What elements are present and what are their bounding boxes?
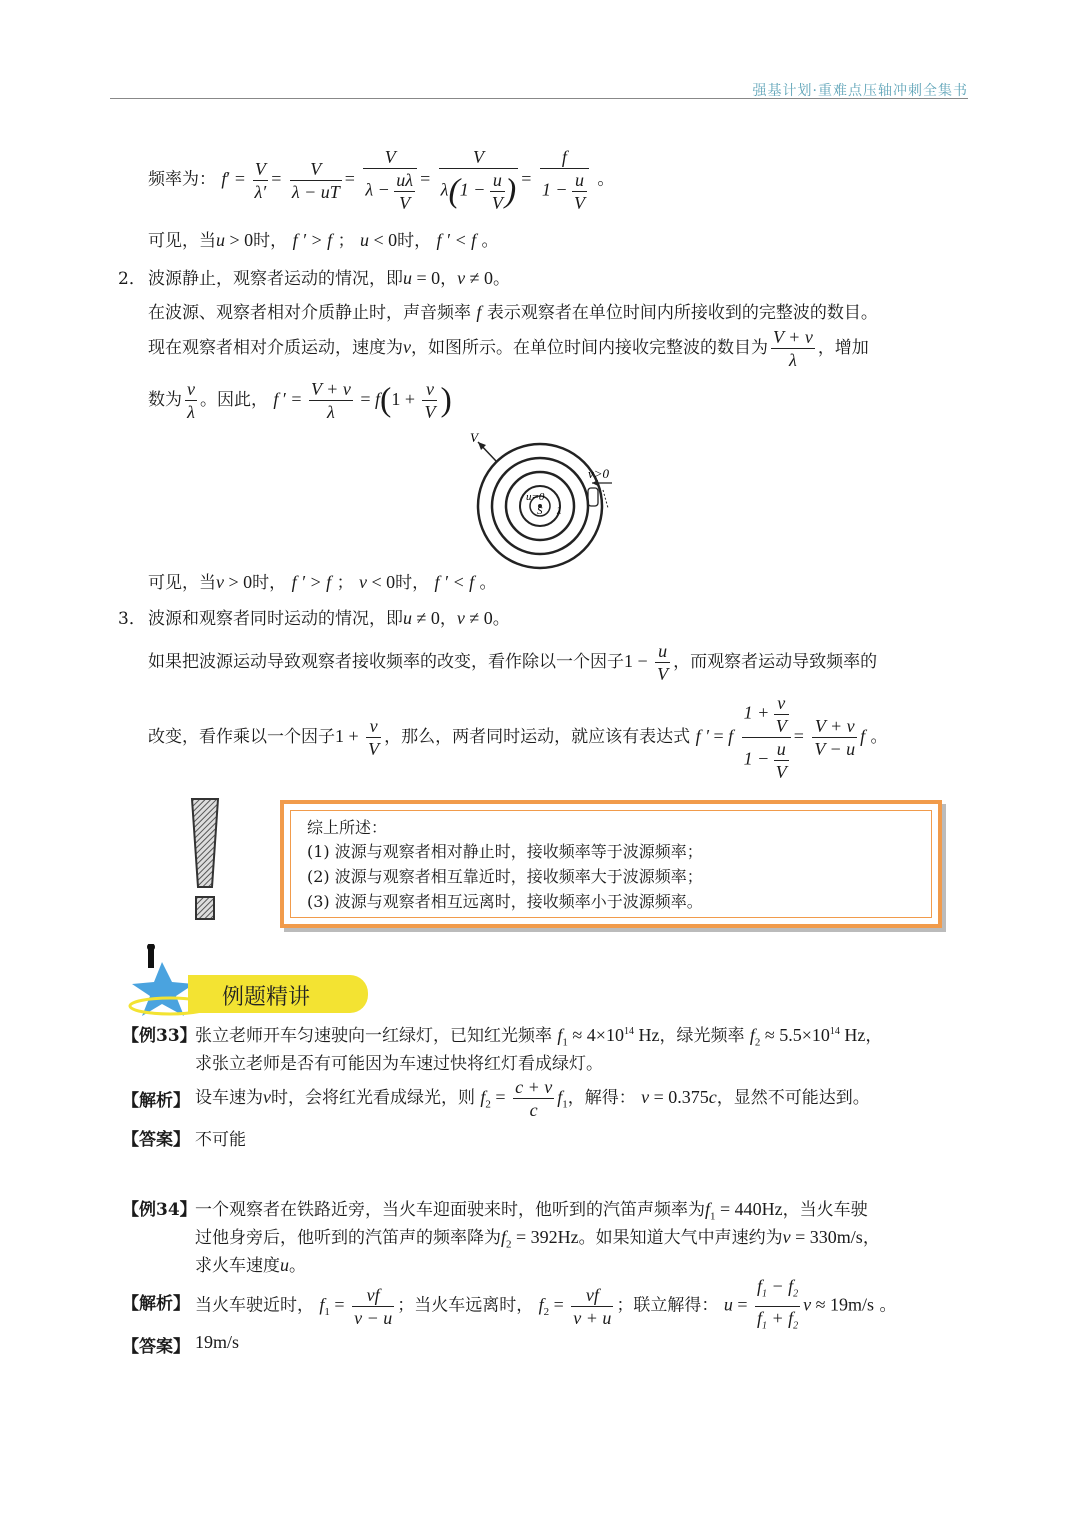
svg-text:u=0: u=0 xyxy=(526,491,545,503)
exclamation-icon xyxy=(190,797,220,923)
summary-item-3: (3) 波源与观察者相互远离时，接收频率小于波源频率。 xyxy=(307,892,703,911)
wavefront-diagram xyxy=(460,428,630,578)
section2-title-text: 波源静止，观察者运动的情况，即 xyxy=(148,269,403,289)
section2-line2-text: 现在观察者相对介质运动，速度为 xyxy=(148,338,403,358)
section3-line1: 如果把波源运动导致观察者接收频率的改变，看作除以一个因子1 − $\frac{u}{V}$ ，而观察者运动导致频率的 xyxy=(148,641,878,684)
ex33-q1: 张立老师开车匀速驶向一红绿灯，已知红光频率 xyxy=(195,1026,552,1046)
ex34-analysis-b: ；当火车远离时， xyxy=(397,1295,534,1316)
example-banner-label: 例题精讲 xyxy=(222,985,311,1010)
ex33-analysis-a: 设车速为 xyxy=(195,1088,263,1108)
example34-question-line3: 求火车速度u。 xyxy=(195,1255,306,1276)
section2-line2b-text: ，如图所示。在单位时间内接收完整波的数目为 xyxy=(411,338,768,358)
ex33-q1b: ，绿光频率 xyxy=(659,1026,745,1046)
svg-text:S: S xyxy=(537,505,543,517)
example33-answer: 不可能 xyxy=(195,1130,246,1150)
s2-conclusion-when-2: 时， xyxy=(395,573,430,593)
section2-number: 2． xyxy=(118,269,146,289)
section3-line2b-text: ，那么，两者同时运动，就应该有表达式 xyxy=(384,727,691,747)
summary-item-2: (2) 波源与观察者相互靠近时，接收频率大于波源频率； xyxy=(307,867,703,886)
example33-analysis: 设车速为v时，会将红光看成绿光，则 $f_2$ = $\frac{c + v}{c}$ $f_1$，解得： v = 0.375c，显然不可能达到。 xyxy=(195,1077,870,1120)
s2-conclusion-prefix: 可见，当 xyxy=(148,573,216,593)
summary-item-1: (1) 波源与观察者相对静止时，接收频率等于波源频率； xyxy=(307,842,703,861)
freq-label: 频率为： xyxy=(148,169,216,190)
section2-title: 波源静止，观察者运动的情况，即u = 0，v ≠ 0。 xyxy=(148,268,511,289)
example33-answer-tag: 【答案】 xyxy=(122,1130,190,1150)
ex34-q3: 求火车速度 xyxy=(195,1256,280,1276)
ex33-analysis-d: ，显然不可能达到。 xyxy=(716,1088,870,1108)
s2-separator: ； xyxy=(336,573,354,593)
example34-question-line2: 过他身旁后，他听到的汽笛声的频率降为$f_2 = 392Hz$。如果知道大气中声速约为v = 330m/s， xyxy=(195,1227,880,1251)
conclusion-prefix: 可见，当 xyxy=(148,231,216,251)
section3-line2: 改变，看作乘以一个因子1 + $\frac{v}{V}$ ，那么，两者同时运动，就应该有表达式 f ′ = f 1 + $\frac{v}{V}$ 1 − $\frac{u}{V}$ = $\frac{V + v}{V - u}$ f 。 xyxy=(148,693,888,782)
svg-text:λ: λ xyxy=(557,506,561,516)
svg-text:V: V xyxy=(470,430,478,445)
example34-answer-tag: 【答案】 xyxy=(122,1337,190,1357)
example34-analysis: 当火车驶近时， $f_1$ = $\frac{vf}{v - u}$ ；当火车远离时， $f_2$ = $\frac{vf}{v + u}$ ；联立解得： u = $\frac{f_1 - f_2}{f_1 + f_2}$ v ≈ 19m/s 。 xyxy=(195,1276,897,1332)
section2-line3-text: 数为 xyxy=(148,390,182,410)
section2-line1-text: 在波源、观察者相对介质静止时，声音频率 xyxy=(148,303,471,323)
conclusion-when-2: 时， xyxy=(397,231,432,251)
example34-answer: 19m/s xyxy=(195,1332,240,1352)
section1-conclusion: 可见，当u > 0时， f ′ > f ； u < 0时， f ′ < f 。 xyxy=(148,230,499,251)
s2-conclusion-when: 时， xyxy=(252,573,287,593)
example33-question-line2: 求张立老师是否有可能因为车速过快将红灯看成绿灯。 xyxy=(195,1054,603,1074)
svg-text:v>0: v>0 xyxy=(588,466,610,481)
section3-title-text: 波源和观察者同时运动的情况，即 xyxy=(148,609,403,629)
ex33-analysis-b: 时，会将红光看成绿光，则 xyxy=(271,1088,475,1108)
section3-title: 波源和观察者同时运动的情况，即u ≠ 0，v ≠ 0。 xyxy=(148,608,510,629)
ex33-analysis-c: ，解得： xyxy=(567,1088,636,1108)
example33-tag: 【例33】 xyxy=(122,1026,197,1046)
ex34-analysis-a: 当火车驶近时， xyxy=(195,1295,314,1316)
ex34-analysis-c: ；联立解得： xyxy=(616,1295,719,1316)
section3-line1-text: 如果把波源运动导致观察者接收频率的改变，看作除以一个因子 xyxy=(148,652,624,672)
ex34-q2: 过他身旁后，他听到的汽笛声的频率降为 xyxy=(195,1228,501,1248)
example33-analysis-tag: 【解析】 xyxy=(122,1091,190,1111)
example34-question-line1: 一个观察者在铁路近旁，当火车迎面驶来时，他听到的汽笛声频率为$f_1 = 440Hz$，当火车驶 xyxy=(195,1199,868,1223)
example34-tag: 【例34】 xyxy=(122,1200,197,1220)
summary-box xyxy=(280,800,942,928)
example34-analysis-tag: 【解析】 xyxy=(122,1294,190,1314)
section2-line3b-text: 。因此， xyxy=(200,390,268,410)
frequency-formula-line: 频率为： f′ = $\frac{V}{\lambda'}$ = $\frac{V}{\lambda - uT}$ = V λ − $\frac{u\lambda}{V}$ = V λ(1 − $\frac{u}{V}$ ) = f 1 − $\frac{u}{V}$ 。 xyxy=(148,147,615,213)
example33-question-line1: 张立老师开车匀速驶向一红绿灯，已知红光频率 $f_1 \approx 4\times 10^{14}$ Hz，绿光频率 $f_2 \approx 5.5\times 10^{14}$ Hz， xyxy=(195,1025,883,1049)
section2-line1: 在波源、观察者相对介质静止时，声音频率 f 表示观察者在单位时间内所接收到的完整波的数目。 xyxy=(148,302,878,323)
ex34-q2b: 。如果知道大气中声速约为 xyxy=(578,1228,783,1248)
section3-line2-text: 改变，看作乘以一个因子 xyxy=(148,727,335,747)
section3-line1b-text: ，而观察者运动导致频率的 xyxy=(673,652,878,672)
section3-number: 3． xyxy=(118,609,146,629)
section2-line2c-text: ，增加 xyxy=(817,338,869,358)
section2-line3: 数为 $\frac{v}{\lambda}$ 。因此， f ′ = $\frac{V + v}{\lambda}$ = f(1 + $\frac{v}{V}$ ) xyxy=(148,379,452,422)
section2-line1b-text: 表示观察者在单位时间内所接收到的完整波的数目。 xyxy=(486,303,878,323)
ex34-q1: 一个观察者在铁路近旁，当火车迎面驶来时，他听到的汽笛声频率为 xyxy=(195,1200,705,1220)
page-header xyxy=(110,62,968,99)
separator: ； xyxy=(337,231,355,251)
section2-line2: 现在观察者相对介质运动，速度为v，如图所示。在单位时间内接收完整波的数目为 $\frac{V + v}{\lambda}$ ，增加 xyxy=(148,327,869,370)
ex34-q1b: ，当火车驶 xyxy=(782,1200,868,1220)
section2-conclusion: 可见，当v > 0时， f ′ > f ； v < 0时， f ′ < f 。 xyxy=(148,572,497,593)
header-title: 强基计划·重难点压轴冲刺全集书 xyxy=(752,83,968,99)
summary-title: 综上所述： xyxy=(307,818,388,837)
conclusion-when: 时， xyxy=(253,231,288,251)
